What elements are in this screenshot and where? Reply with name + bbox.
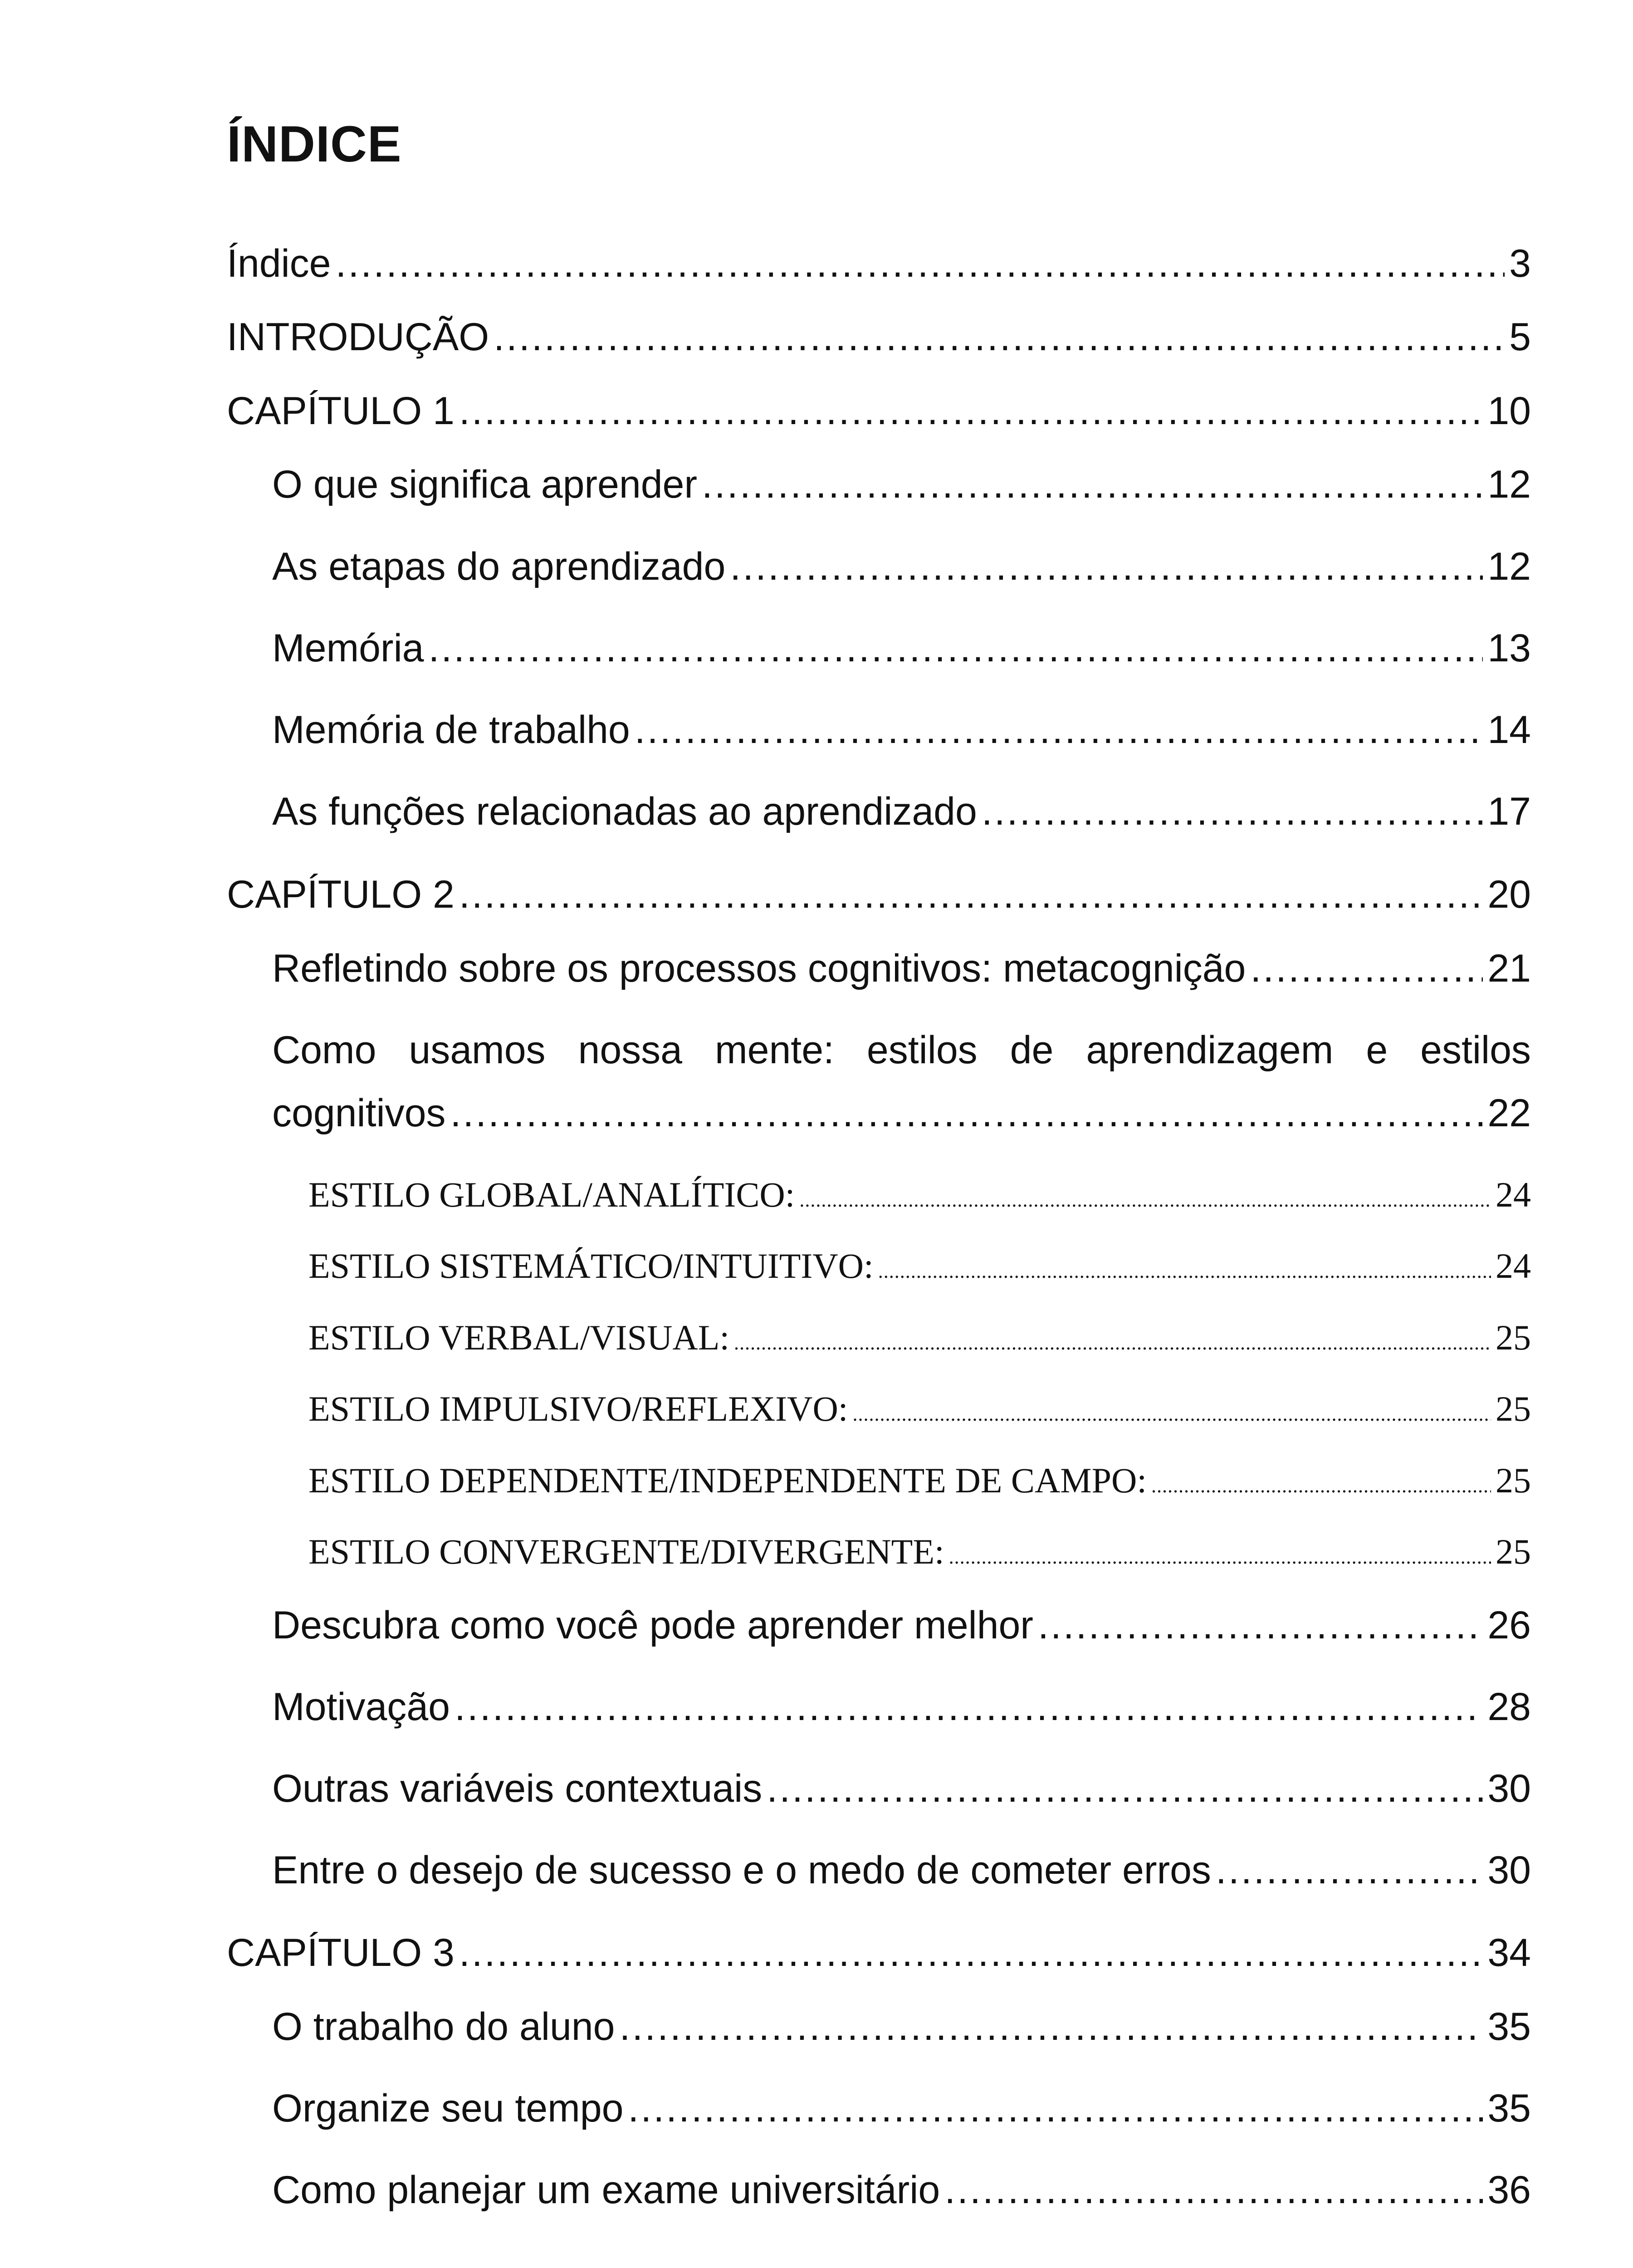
dot-leader (702, 465, 1483, 504)
dot-leader (459, 391, 1483, 430)
dot-leader (949, 1547, 1491, 1567)
toc-entry-page: 30 (1487, 1848, 1531, 1892)
toc-entry-label: O trabalho do aluno (272, 2005, 615, 2048)
toc-entry-indice[interactable] (227, 244, 1531, 283)
dot-leader (628, 2089, 1483, 2128)
toc-entry-page: 35 (1487, 2005, 1531, 2048)
dot-leader (730, 547, 1483, 586)
toc-entry-label: cognitivos (272, 1091, 446, 1135)
toc-entry-page: 30 (1487, 1767, 1531, 1810)
dot-leader (1250, 949, 1483, 988)
toc-entry-como-planejar[interactable] (272, 2168, 1531, 2212)
toc-word: e (1366, 1028, 1388, 1072)
dot-leader (944, 2170, 1483, 2209)
toc-entry-label: Descubra como você pode aprender melhor (272, 1603, 1033, 1647)
toc-entry-como-usamos-first-line[interactable] (272, 1028, 1531, 1072)
toc-entry-outras-variaveis[interactable] (272, 1769, 1531, 1808)
toc-word: Como (272, 1028, 376, 1072)
toc-entry-organize-seu-tempo[interactable] (272, 2089, 1531, 2128)
dot-leader (336, 244, 1505, 283)
toc-entry-estilo-convergente-divergente[interactable] (308, 1534, 1531, 1569)
toc-entry-estilo-global-analitico[interactable] (308, 1177, 1531, 1212)
toc-entry-motivacao[interactable] (272, 1685, 1531, 1729)
toc-entry-label: Motivação (272, 1685, 450, 1729)
toc-entry-label: ESTILO GLOBAL/ANALÍTICO: (308, 1175, 795, 1214)
toc-entry-label: CAPÍTULO 3 (227, 1931, 455, 1975)
dot-leader (429, 629, 1483, 668)
toc-entry-memoria-de-trabalho[interactable] (272, 708, 1531, 752)
toc-word: nossa (578, 1028, 683, 1072)
toc-entry-page: 35 (1487, 2087, 1531, 2130)
dot-leader (1216, 1851, 1483, 1890)
dot-leader (878, 1261, 1491, 1281)
toc-entry-label: Organize seu tempo (272, 2087, 624, 2130)
dot-leader (450, 1094, 1483, 1133)
toc-entry-label: Como planejar um exame universitário (272, 2168, 940, 2212)
toc-entry-page: 22 (1487, 1091, 1531, 1135)
toc-entry-label: INTRODUÇÃO (227, 315, 489, 359)
toc-word: estilos (866, 1028, 978, 1072)
toc-entry-o-que-significa-aprender[interactable] (272, 465, 1531, 504)
toc-entry-label: ESTILO DEPENDENTE/INDEPENDENTE DE CAMPO: (308, 1461, 1147, 1500)
dot-leader (734, 1333, 1491, 1353)
toc-entry-label: As etapas do aprendizado (272, 545, 726, 588)
page-title: ÍNDICE (227, 116, 402, 172)
dot-leader (767, 1769, 1483, 1808)
toc-entry-label: Memória de trabalho (272, 708, 630, 752)
toc-entry-page: 28 (1487, 1685, 1531, 1729)
dot-leader (455, 1687, 1483, 1726)
toc-word: mente: (715, 1028, 834, 1072)
toc-entry-page: 12 (1487, 463, 1531, 506)
toc-entry-refletindo-sobre-processos[interactable] (272, 949, 1531, 988)
toc-entry-page: 24 (1496, 1246, 1531, 1286)
toc-entry-estilo-sistematico-intuitivo[interactable] (308, 1248, 1531, 1284)
toc-entry-como-usamos-second-line[interactable] (272, 1091, 1531, 1135)
table-of-contents (227, 0, 1531, 2268)
toc-entry-as-etapas-do-aprendizado[interactable] (272, 547, 1531, 586)
toc-word: estilos (1420, 1028, 1531, 1072)
dot-leader (635, 710, 1483, 749)
toc-entry-memoria[interactable] (272, 626, 1531, 670)
toc-entry-as-funcoes-relacionadas[interactable] (272, 792, 1531, 831)
toc-entry-estilo-impulsivo-reflexivo[interactable] (308, 1391, 1531, 1427)
toc-entry-page: 3 (1509, 242, 1531, 285)
toc-entry-page: 25 (1496, 1532, 1531, 1571)
toc-entry-page: 24 (1496, 1175, 1531, 1214)
dot-leader (459, 1933, 1483, 1972)
toc-entry-label: CAPÍTULO 2 (227, 873, 455, 916)
toc-entry-capitulo-1[interactable] (227, 389, 1531, 433)
dot-leader (982, 792, 1483, 831)
dot-leader (619, 2007, 1483, 2046)
dot-leader (799, 1190, 1491, 1210)
toc-entry-label: ESTILO VERBAL/VISUAL: (308, 1318, 730, 1357)
toc-word: usamos (409, 1028, 546, 1072)
toc-entry-estilo-dependente-independente[interactable] (308, 1463, 1531, 1498)
toc-entry-page: 5 (1509, 315, 1531, 359)
toc-entry-page: 34 (1487, 1931, 1531, 1975)
toc-entry-page: 25 (1496, 1389, 1531, 1428)
toc-entry-page: 12 (1487, 545, 1531, 588)
toc-entry-label: Memória (272, 626, 424, 670)
dot-leader (494, 318, 1505, 357)
toc-entry-label: ESTILO SISTEMÁTICO/INTUITIVO: (308, 1246, 874, 1286)
toc-entry-capitulo-3[interactable] (227, 1931, 1531, 1975)
toc-entry-page: 14 (1487, 708, 1531, 752)
toc-entry-page: 17 (1487, 790, 1531, 833)
toc-entry-entre-o-desejo[interactable] (272, 1848, 1531, 1892)
toc-entry-o-trabalho-do-aluno[interactable] (272, 2007, 1531, 2046)
toc-entry-label: Outras variáveis contextuais (272, 1767, 763, 1810)
toc-entry-label: As funções relacionadas ao aprendizado (272, 790, 977, 833)
toc-entry-introducao[interactable] (227, 315, 1531, 359)
toc-entry-page: 26 (1487, 1603, 1531, 1647)
toc-entry-label: Índice (227, 242, 331, 285)
toc-entry-descubra-como-voce[interactable] (272, 1603, 1531, 1647)
toc-entry-page: 36 (1487, 2168, 1531, 2212)
dot-leader (852, 1404, 1491, 1424)
toc-entry-page: 13 (1487, 626, 1531, 670)
toc-entry-page: 25 (1496, 1461, 1531, 1500)
toc-entry-page: 10 (1487, 389, 1531, 433)
dot-leader (1151, 1476, 1491, 1496)
toc-entry-page: 25 (1496, 1318, 1531, 1357)
dot-leader (1038, 1606, 1483, 1645)
toc-entry-label: O que significa aprender (272, 463, 698, 506)
toc-entry-label: CAPÍTULO 1 (227, 389, 455, 433)
toc-word: aprendizagem (1086, 1028, 1334, 1072)
toc-entry-page: 20 (1487, 873, 1531, 916)
toc-entry-label: ESTILO IMPULSIVO/REFLEXIVO: (308, 1389, 848, 1428)
toc-entry-page: 21 (1487, 947, 1531, 990)
toc-entry-estilo-verbal-visual[interactable] (308, 1320, 1531, 1355)
toc-entry-capitulo-2[interactable] (227, 875, 1531, 914)
dot-leader (459, 875, 1483, 914)
toc-word: de (1010, 1028, 1054, 1072)
toc-entry-label: Entre o desejo de sucesso e o medo de cometer erros (272, 1848, 1211, 1892)
toc-entry-label: ESTILO CONVERGENTE/DIVERGENTE: (308, 1532, 944, 1571)
toc-entry-label: Refletindo sobre os processos cognitivos: metacognição (272, 947, 1246, 990)
